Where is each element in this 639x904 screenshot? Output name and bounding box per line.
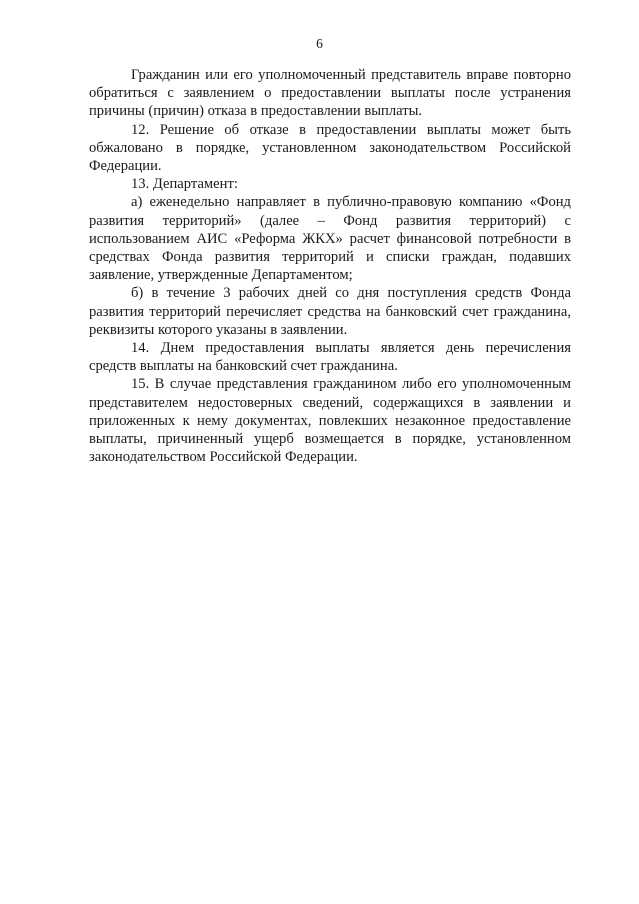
page-number: 6 — [316, 36, 323, 51]
document-body — [89, 66, 571, 466]
paragraph-14-payment-day: 14. Днем предоставления выплаты является день перечисления средств выплаты на банковский счет гражданина. — [89, 340, 571, 375]
paragraph-reapply: Гражданин или его уполномоченный представитель вправе повторно обратиться с заявлением о предоставлении выплаты после устранения причины (причин) отказа в предоставлении выплаты. — [89, 67, 571, 120]
paragraph-13b: б) в течение 3 рабочих дней со дня поступления средств Фонда развития территорий перечисляет средства на банковский счет гражданина, реквизиты которого указаны в заявлении. — [89, 285, 571, 338]
paragraph-12-appeal: 12. Решение об отказе в предоставлении выплаты может быть обжаловано в порядке, установленном законодательством Российской Федерации. — [89, 121, 571, 175]
paragraph-15-damages: 15. В случае представления гражданином либо его уполномоченным представителем недостоверных сведений, содержащихся в заявлении и приложенных к нему документах, повлекших незаконное предоставление выплаты, причиненный ущерб возмещается в порядке, установленном законодательством Российской Федерации. — [89, 376, 571, 466]
paragraph-13-department: 13. Департамент: — [131, 176, 238, 193]
paragraph-13a: а) еженедельно направляет в публично-правовую компанию «Фонд развития территорий» (далее – Фонд развития территорий) с использованием АИС «Реформа ЖКХ» расчет финансовой потребности в средствах Фонда развития территорий и списки граждан, подавших заявление, утвержденные Департаментом; — [89, 194, 571, 284]
